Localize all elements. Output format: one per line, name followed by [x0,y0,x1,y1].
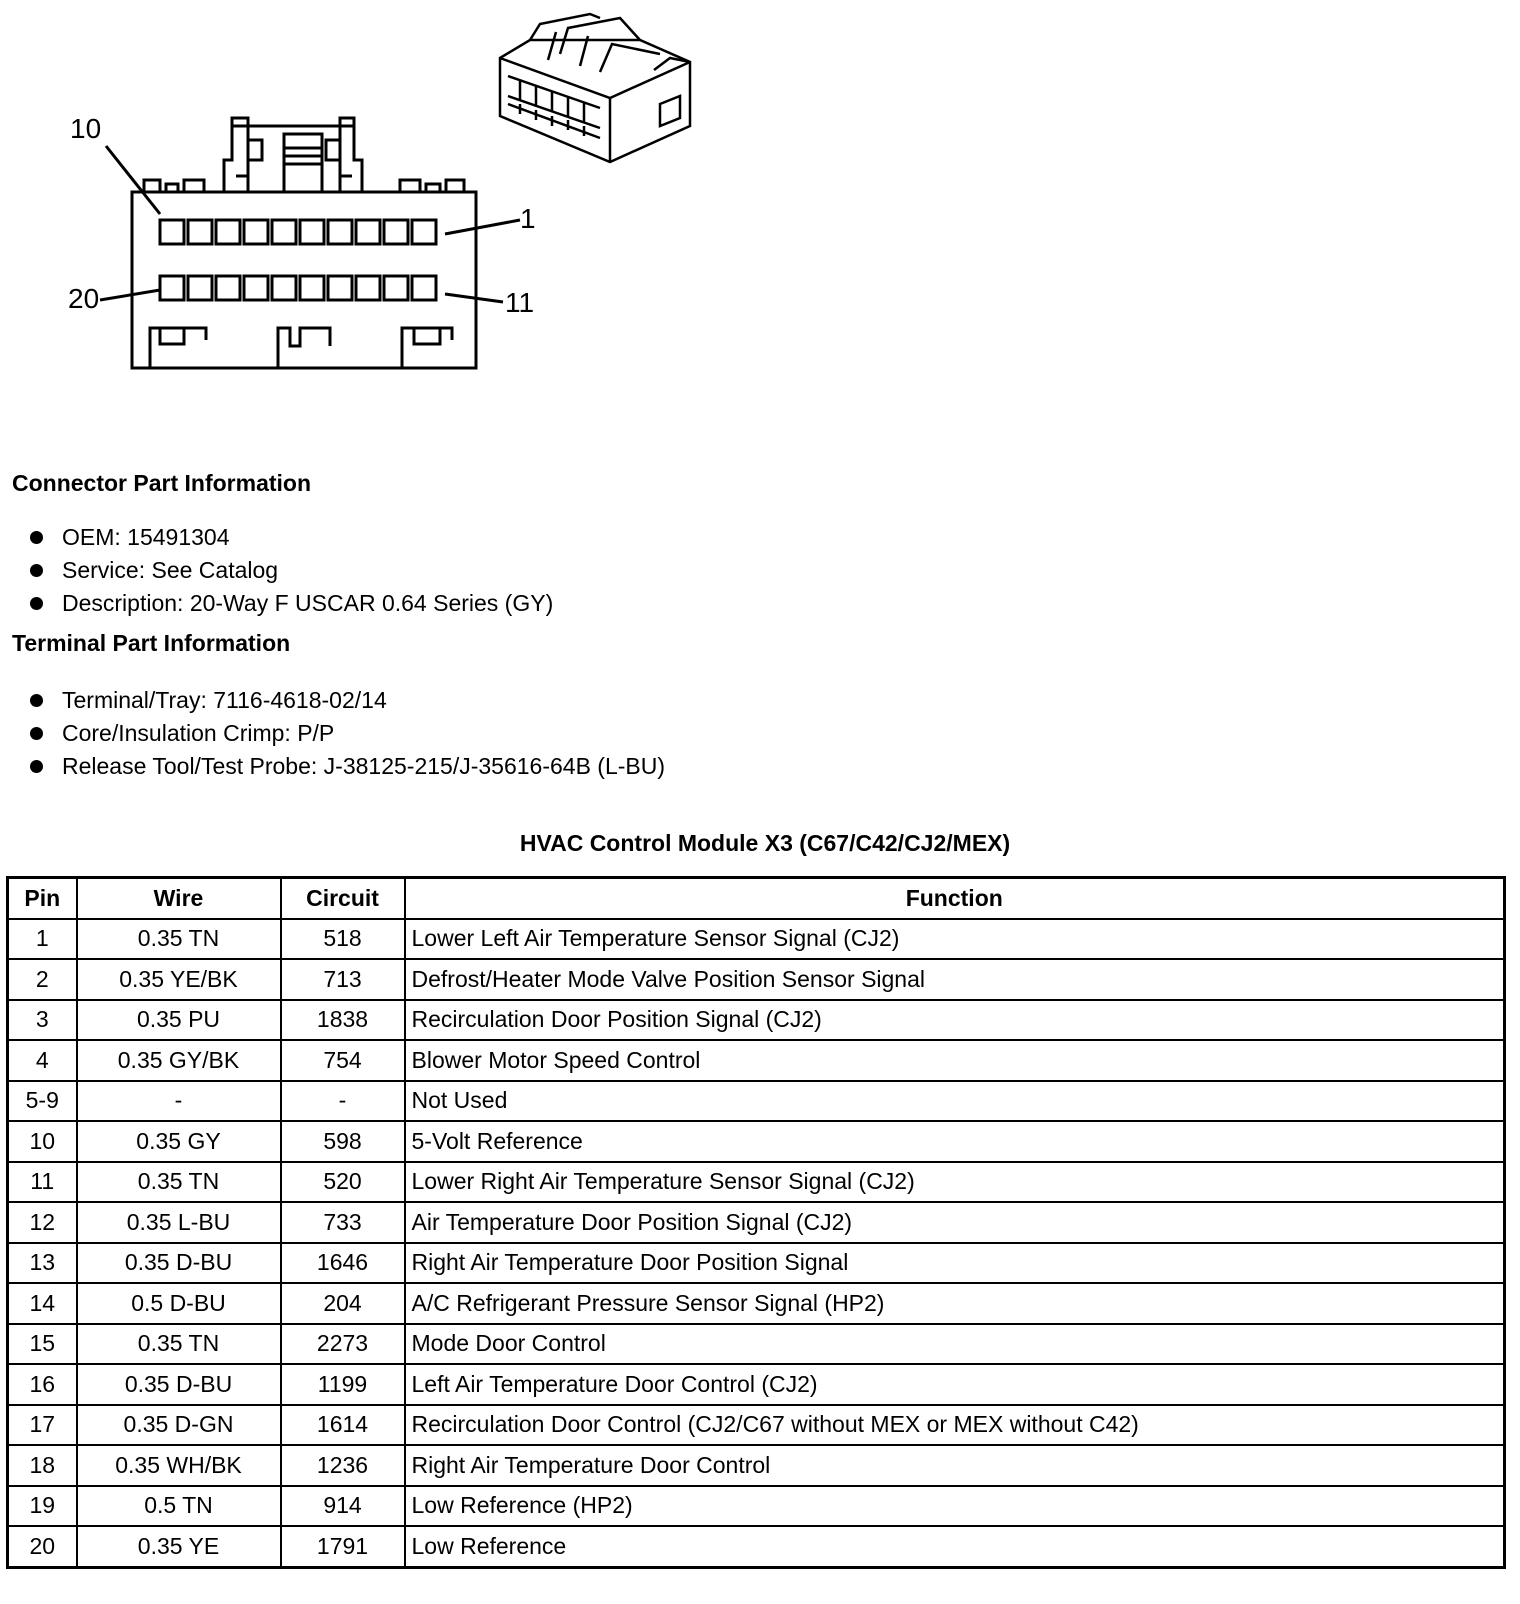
pin-label-20: 20 [68,283,100,314]
list-item: Core/Insulation Crimp: P/P [30,717,665,750]
header-function: Function [405,878,1505,919]
circuit-cell: 914 [281,1486,405,1527]
table-row [8,919,1505,960]
circuit-cell: 1199 [281,1364,405,1405]
connector-info-heading: Connector Part Information [12,470,312,496]
wire-cell: 0.5 TN [77,1486,281,1527]
wire-cell: 0.35 GY/BK [77,1040,281,1081]
wire-cell: 0.35 PU [77,1000,281,1041]
table-row [8,1405,1505,1446]
header-pin: Pin [8,878,77,919]
circuit-cell: - [281,1081,405,1122]
wire-cell: 0.35 D-BU [77,1364,281,1405]
function-cell: Lower Left Air Temperature Sensor Signal (CJ2) [405,919,1505,960]
list-item: OEM: 15491304 [30,521,553,554]
function-cell: Not Used [405,1081,1505,1122]
table-row [8,1202,1505,1243]
wire-cell: 0.35 GY [77,1121,281,1162]
pin-label-10: 10 [70,113,102,144]
table-row [8,1486,1505,1527]
function-cell: 5-Volt Reference [405,1121,1505,1162]
wire-cell: 0.5 D-BU [77,1283,281,1324]
wire-cell: 0.35 D-GN [77,1405,281,1446]
wire-cell: 0.35 TN [77,1324,281,1365]
header-wire: Wire [77,878,281,919]
bullet-icon [30,564,43,577]
terminal-info-list [30,684,665,783]
table-row [8,959,1505,1000]
table-row [8,1162,1505,1203]
pin-cell: 20 [8,1526,77,1567]
connector-info-list [30,521,553,620]
bullet-icon [30,531,43,544]
function-cell: Low Reference (HP2) [405,1486,1505,1527]
pin-cell: 2 [8,959,77,1000]
bullet-icon [30,597,43,610]
function-cell: Blower Motor Speed Control [405,1040,1505,1081]
wire-cell: 0.35 YE/BK [77,959,281,1000]
circuit-cell: 1646 [281,1243,405,1284]
pin-cell: 13 [8,1243,77,1284]
circuit-cell: 1614 [281,1405,405,1446]
pin-cell: 12 [8,1202,77,1243]
pin-cell: 14 [8,1283,77,1324]
list-item: Terminal/Tray: 7116-4618-02/14 [30,684,665,717]
table-header-row [8,878,1505,919]
bullet-icon [30,727,43,740]
table-row [8,1283,1505,1324]
circuit-cell: 1236 [281,1445,405,1486]
table-row [8,1526,1505,1567]
circuit-cell: 520 [281,1162,405,1203]
header-circuit: Circuit [281,878,405,919]
list-item: Release Tool/Test Probe: J-38125-215/J-35616-64B (L-BU) [30,750,665,783]
wire-cell: - [77,1081,281,1122]
wire-cell: 0.35 TN [77,919,281,960]
pin-cell: 4 [8,1040,77,1081]
table-row [8,1121,1505,1162]
function-cell: Lower Right Air Temperature Sensor Signal (CJ2) [405,1162,1505,1203]
wire-cell: 0.35 YE [77,1526,281,1567]
pin-cell: 3 [8,1000,77,1041]
table-row [8,1040,1505,1081]
wire-cell: 0.35 WH/BK [77,1445,281,1486]
bullet-icon [30,760,43,773]
pin-cell: 5-9 [8,1081,77,1122]
function-cell: Mode Door Control [405,1324,1505,1365]
wire-cell: 0.35 D-BU [77,1243,281,1284]
table-body [8,919,1505,1568]
list-item: Service: See Catalog [30,554,553,587]
connector-isometric-icon [500,14,690,162]
wire-cell: 0.35 L-BU [77,1202,281,1243]
circuit-cell: 1791 [281,1526,405,1567]
pin-cell: 1 [8,919,77,960]
bullet-icon [30,694,43,707]
terminal-info-heading: Terminal Part Information [12,630,291,656]
table-row [8,1364,1505,1405]
list-item: Description: 20-Way F USCAR 0.64 Series (GY) [30,587,553,620]
circuit-cell: 733 [281,1202,405,1243]
function-cell: Left Air Temperature Door Control (CJ2) [405,1364,1505,1405]
table-row [8,1081,1505,1122]
wire-cell: 0.35 TN [77,1162,281,1203]
table-row [8,1243,1505,1284]
circuit-cell: 518 [281,919,405,960]
pin-cell: 11 [8,1162,77,1203]
table-row [8,1324,1505,1365]
pin-cell: 15 [8,1324,77,1365]
table-caption: HVAC Control Module X3 (C67/C42/CJ2/MEX) [519,830,1011,856]
function-cell: Defrost/Heater Mode Valve Position Sensor Signal [405,959,1505,1000]
circuit-cell: 754 [281,1040,405,1081]
table-row [8,1000,1505,1041]
pin-cell: 16 [8,1364,77,1405]
table-row [8,1445,1505,1486]
pinout-table [6,876,1506,1569]
function-cell: A/C Refrigerant Pressure Sensor Signal (HP2) [405,1283,1505,1324]
pin-label-1: 1 [520,203,536,234]
circuit-cell: 2273 [281,1324,405,1365]
circuit-cell: 204 [281,1283,405,1324]
function-cell: Recirculation Door Position Signal (CJ2) [405,1000,1505,1041]
function-cell: Right Air Temperature Door Control [405,1445,1505,1486]
pin-cell: 18 [8,1445,77,1486]
function-cell: Right Air Temperature Door Position Signal [405,1243,1505,1284]
circuit-cell: 1838 [281,1000,405,1041]
function-cell: Low Reference [405,1526,1505,1567]
connector-diagram [0,0,760,420]
function-cell: Air Temperature Door Position Signal (CJ2) [405,1202,1505,1243]
pin-cell: 17 [8,1405,77,1446]
pin-cell: 19 [8,1486,77,1527]
pin-cell: 10 [8,1121,77,1162]
pin-label-11: 11 [505,287,535,318]
function-cell: Recirculation Door Control (CJ2/C67 without MEX or MEX without C42) [405,1405,1505,1446]
circuit-cell: 598 [281,1121,405,1162]
circuit-cell: 713 [281,959,405,1000]
